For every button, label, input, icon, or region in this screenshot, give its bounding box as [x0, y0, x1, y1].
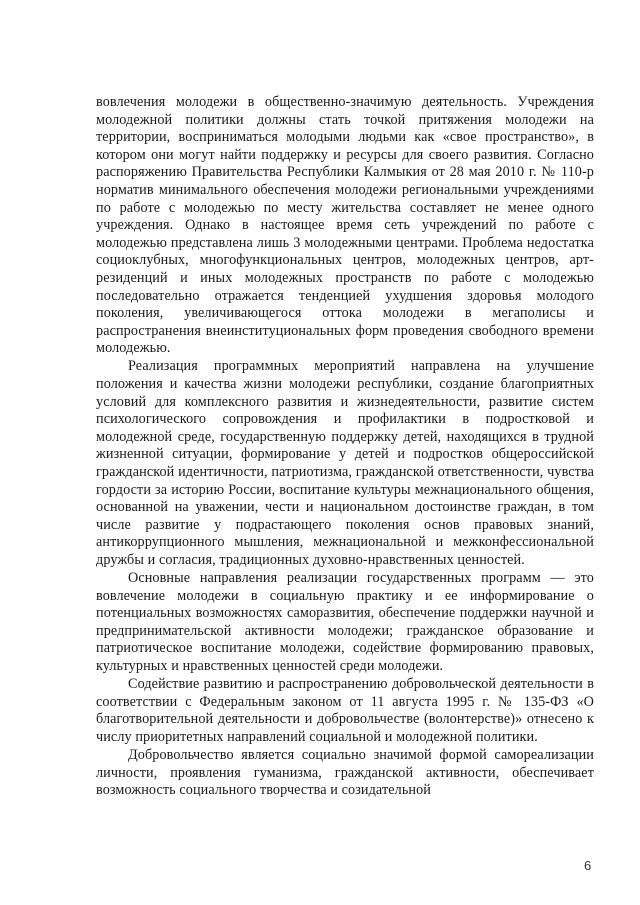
paragraph-volunteering: Добровольчество является социально значимой формой самореализации личности, проявления гуманизма, гражданской активности, обеспечивает возможность социального творчества и созидательной: [96, 746, 594, 799]
paragraph-volunteering-support: Содействие развитию и распространению добровольческой деятельности в соответствии с Федеральным законом от 11 августа 1995 г. № 135-ФЗ «О благотворительной деятельности и добровольчестве (волонтерстве)» отнесено к числу приоритетных направлений социальной и молодежной политики.: [96, 676, 594, 745]
page-number: 6: [584, 858, 592, 873]
paragraph-continuation: вовлечения молодежи в общественно-значимую деятельность. Учреждения молодежной политики должны стать точкой притяжения молодежи на территории, восприниматься молодыми людьми как «свое пространство», в котором они могут найти поддержку и ресурсы для своего развития. Согласно распоряжению Правительства Республики Калмыкия от 28 мая 2010 г. № 110-р норматив минимального обеспечения молодежи региональными учреждениями по работе с молодежью по месту жительства составляет не менее одного учреждения. Однако в настоящее время сеть учреждений по работе с молодежью представлена лишь 3 молодежными центрами. Проблема недостатка социоклубных, многофункциональных центров, молодежных центров, арт-резиденций и иных молодежных пространств по работе с молодежью последовательно отражается тенденцией ухудшения здоровья молодого поколения, увеличивающегося оттока молодежи в мегаполисы и распространения внеинституциональных форм проведения свободного времени молодежью.: [96, 94, 594, 357]
body-text: [96, 94, 594, 800]
paragraph-program-activities: Реализация программных мероприятий направлена на улучшение положения и качества жизни молодежи республики, создание благоприятных условий для комплексного развития и жизнедеятельности, развитие систем психологического сопровождения и профилактики в подростковой и молодежной среде, государственную поддержку детей, находящихся в трудной жизненной ситуации, формирование у детей и подростков общероссийской гражданской идентичности, патриотизма, гражданской ответственности, чувства гордости за историю России, воспитание культуры межнационального общения, основанной на уважении, чести и национальном достоинстве граждан, в том числе развитие у подрастающего поколения основ правовых знаний, антикоррупционного мышления, межнациональной и межконфессиональной дружбы и согласия, традиционных духовно-нравственных ценностей.: [96, 358, 594, 568]
paragraph-main-directions: Основные направления реализации государственных программ — это вовлечение молодежи в социальную практику и ее информирование о потенциальных возможностях саморазвития, обеспечение поддержки научной и предпринимательской активности молодежи; гражданское образование и патриотическое воспитание молодежи, содействие формированию правовых, культурных и нравственных ценностей среди молодежи.: [96, 570, 594, 674]
